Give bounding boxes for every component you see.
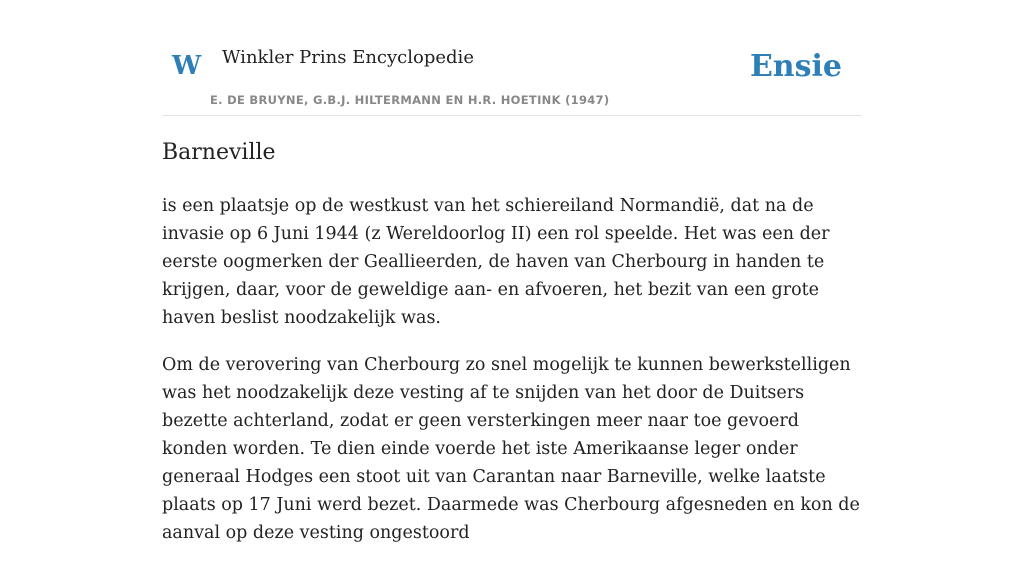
article-paragraph: Om de verovering van Cherbourg zo snel mogelijk te kunnen bewerkstelligen was het noodzakelijk deze vesting af te snijden van het door de Duitsers bezette achterland, zodat er geen versterkingen meer naar toe gevoerd konden worden. Te dien einde voerde het iste Amerikaanse leger onder generaal Hodges een stoot uit van Carantan naar Barneville, welke laatste plaats op 17 Juni werd bezet. Daarmede was Cherbourg afgesneden en kon de aanval op deze vesting ongestoord — [162, 355, 860, 543]
page — [162, 0, 862, 543]
header — [162, 0, 862, 116]
encyclopedia-logo[interactable]: W — [172, 51, 202, 81]
authors-line: E. DE BRUYNE, G.B.J. HILTERMANN EN H.R. HOETINK (1947) — [210, 93, 610, 107]
ensie-logo-link[interactable]: Ensie — [749, 49, 842, 84]
article-paragraph: is een plaatsje op de westkust van het schiereiland Normandië, dat na de invasie op 6 Juni 1944 (z Wereldoorlog II) een rol speelde. Het was een der eerste oogmerken der Geallieerden, de haven van Cherbourg in handen te krijgen, daar, voor de geweldige aan- en afvoeren, het bezit van een grote haven beslist noodzakelijk was. — [162, 196, 830, 328]
book-title-link[interactable]: Winkler Prins Encyclopedie — [222, 47, 474, 68]
article-title: Barneville — [162, 140, 276, 165]
article-body — [162, 192, 862, 566]
